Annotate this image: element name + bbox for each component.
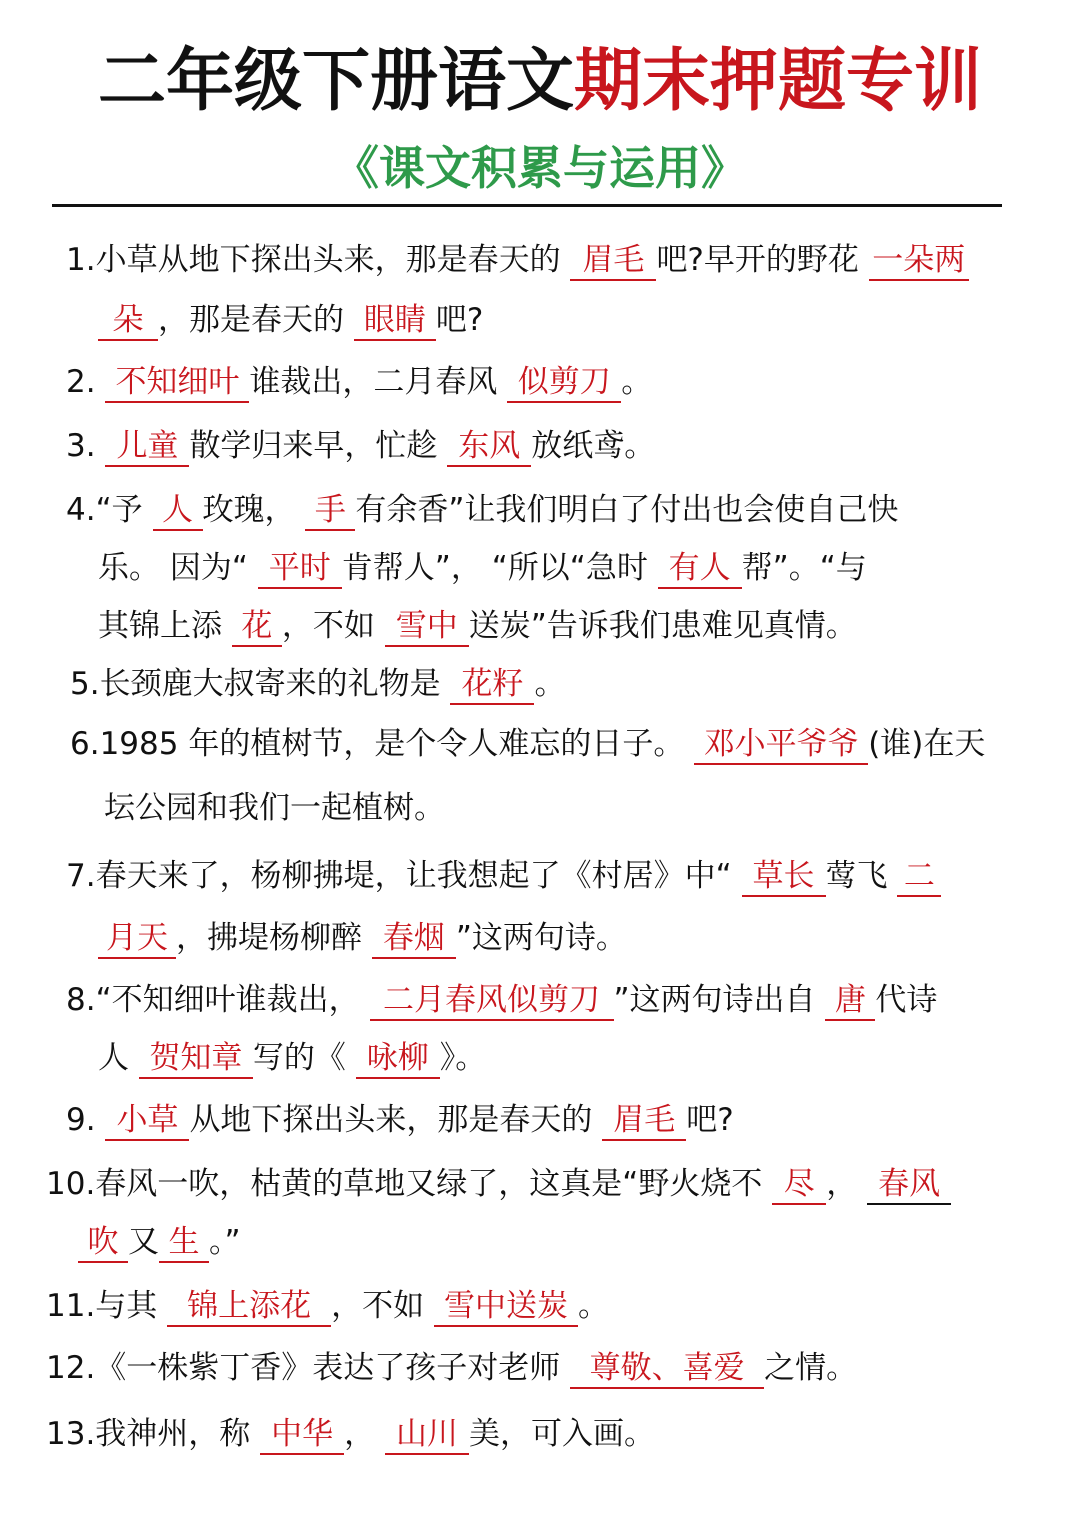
- question-text: ，: [344, 1416, 386, 1452]
- question-text: 7.春天来了，杨柳拂堤，让我想起了《村居》中“: [66, 858, 742, 894]
- answer-blank: 平时: [258, 549, 342, 589]
- question-6-line-2: 坛公园和我们一起植树。: [104, 790, 445, 826]
- answer-blank: 雪中: [385, 607, 469, 647]
- question-text: 9.: [66, 1102, 106, 1138]
- question-text: 13.我神州，称: [46, 1416, 261, 1452]
- question-text: (谁)在天: [868, 726, 986, 762]
- question-text: 》。: [439, 1040, 487, 1076]
- question-text: ”这两句诗。: [455, 920, 627, 956]
- question-13: [46, 1412, 655, 1456]
- answer-blank: 似剪刀: [507, 363, 621, 403]
- answer-blank: 咏柳: [356, 1039, 440, 1079]
- question-5: [70, 662, 565, 706]
- answer-blank: 朵: [98, 301, 158, 341]
- answer-blank: 尊敬、喜爱: [570, 1349, 764, 1389]
- question-text: 5.长颈鹿大叔寄来的礼物是: [70, 666, 451, 702]
- question-text: 。: [621, 364, 653, 400]
- question-9: [66, 1098, 734, 1142]
- question-text: 有余香”让我们明白了付出也会使自己快: [355, 492, 899, 528]
- question-7-line-2: [98, 916, 627, 960]
- answer-blank: 唐: [825, 981, 875, 1021]
- question-3: [66, 424, 655, 468]
- question-text: 6.1985 年的植树节，是个令人难忘的日子。: [70, 726, 695, 762]
- page-subtitle: 《课文积累与运用》: [333, 141, 747, 195]
- answer-blank: 有人: [658, 549, 742, 589]
- answer-blank: 草长: [742, 857, 826, 897]
- question-text: 从地下探出头来，那是春天的: [189, 1102, 603, 1138]
- question-6-line-1: [70, 722, 985, 766]
- answer-blank: 眉毛: [602, 1101, 686, 1141]
- question-text: 。: [578, 1288, 610, 1324]
- question-1-line-2: [98, 298, 483, 342]
- question-text: 写的《: [252, 1040, 356, 1076]
- answer-blank: 山川: [385, 1415, 469, 1455]
- answer-blank: 吹: [78, 1223, 128, 1263]
- question-4-line-2: [98, 546, 867, 590]
- answer-blank: 春烟: [372, 919, 456, 959]
- answer-blank: 花: [232, 607, 282, 647]
- question-text: 乐。 因为“: [98, 550, 258, 586]
- answer-blank: 一朵两: [869, 241, 969, 281]
- question-text: 吧?早开的野花: [656, 242, 869, 278]
- question-text: 美，可入画。: [469, 1416, 656, 1452]
- question-text: ，不如: [331, 1288, 435, 1324]
- answer-blank: 邓小平爷爷: [694, 725, 868, 765]
- question-8-line-2: [98, 1036, 486, 1080]
- question-8-line-1: [66, 978, 937, 1022]
- question-text: ，拂堤杨柳醉: [176, 920, 372, 956]
- question-text: ”这两句诗出自: [613, 982, 826, 1018]
- question-text: 12.《一株紫丁香》表达了孩子对老师: [46, 1350, 571, 1386]
- question-text: 8.“不知细叶谁裁出，: [66, 982, 370, 1018]
- question-text: ，: [826, 1166, 868, 1202]
- question-text: 莺飞: [825, 858, 898, 894]
- question-text: 又: [128, 1224, 159, 1260]
- answer-blank: 不知细叶: [105, 363, 249, 403]
- question-10-line-2: [78, 1220, 241, 1264]
- title-divider: [52, 204, 1002, 207]
- question-text: 1.小草从地下探出头来，那是春天的: [66, 242, 571, 278]
- answer-blank: 生: [159, 1223, 209, 1263]
- answer-blank: 春风: [867, 1165, 951, 1205]
- answer-blank: 眼睛: [354, 301, 436, 341]
- question-text: 代诗: [875, 982, 938, 1018]
- question-text: 玫瑰，: [202, 492, 306, 528]
- answer-blank: 人: [153, 491, 203, 531]
- question-text: 11.与其: [46, 1288, 168, 1324]
- answer-blank: 尽: [772, 1165, 826, 1205]
- question-text: 。: [534, 666, 566, 702]
- question-text: 肯帮人”， “所以“急时: [341, 550, 658, 586]
- answer-blank: 花籽: [450, 665, 534, 705]
- question-4-line-3: [98, 604, 857, 648]
- answer-blank: 月天: [98, 919, 176, 959]
- question-12: [46, 1346, 857, 1390]
- answer-blank: 东风: [447, 427, 531, 467]
- question-text: 。”: [209, 1224, 241, 1260]
- question-text: 3.: [66, 428, 106, 464]
- question-2: [66, 360, 652, 404]
- question-10-line-1: [46, 1162, 951, 1206]
- question-text: 谁裁出，二月春风: [249, 364, 508, 400]
- title-black-part: 二年级下册语文: [97, 42, 574, 121]
- answer-blank: 雪中送炭: [434, 1287, 578, 1327]
- question-text: 送炭”告诉我们患难见真情。: [468, 608, 857, 644]
- question-text: 散学归来早，忙趁: [189, 428, 448, 464]
- question-text: 4.“予: [66, 492, 153, 528]
- question-text: 放纸鸢。: [531, 428, 656, 464]
- answer-blank: 儿童: [105, 427, 189, 467]
- question-text: 吧?: [686, 1102, 734, 1138]
- question-text: 吧?: [435, 302, 484, 338]
- question-4-line-1: [66, 488, 898, 532]
- question-text: 10.春风一吹，枯黄的草地又绿了，这真是“野火烧不: [46, 1166, 773, 1202]
- question-text: ，不如: [281, 608, 385, 644]
- answer-blank: 贺知章: [139, 1039, 253, 1079]
- question-11: [46, 1284, 609, 1328]
- question-text: 人: [98, 1040, 139, 1076]
- question-text: 之情。: [764, 1350, 858, 1386]
- question-7-line-1: [66, 854, 941, 898]
- answer-blank: 手: [305, 491, 355, 531]
- answer-blank: 二月春风似剪刀: [370, 981, 614, 1021]
- question-1-line-1: [66, 238, 969, 282]
- page-title: [0, 42, 1080, 122]
- answer-blank: 眉毛: [570, 241, 656, 281]
- title-red-part: 期末押题专训: [574, 42, 983, 121]
- answer-blank: 锦上添花: [167, 1287, 331, 1327]
- answer-blank: 小草: [105, 1101, 189, 1141]
- answer-blank: 中华: [260, 1415, 344, 1455]
- answer-blank: 二: [897, 857, 941, 897]
- question-text: 2.: [66, 364, 106, 400]
- question-text: 其锦上添: [98, 608, 232, 644]
- question-text: 帮”。“与: [741, 550, 867, 586]
- question-text: ，那是春天的: [158, 302, 354, 338]
